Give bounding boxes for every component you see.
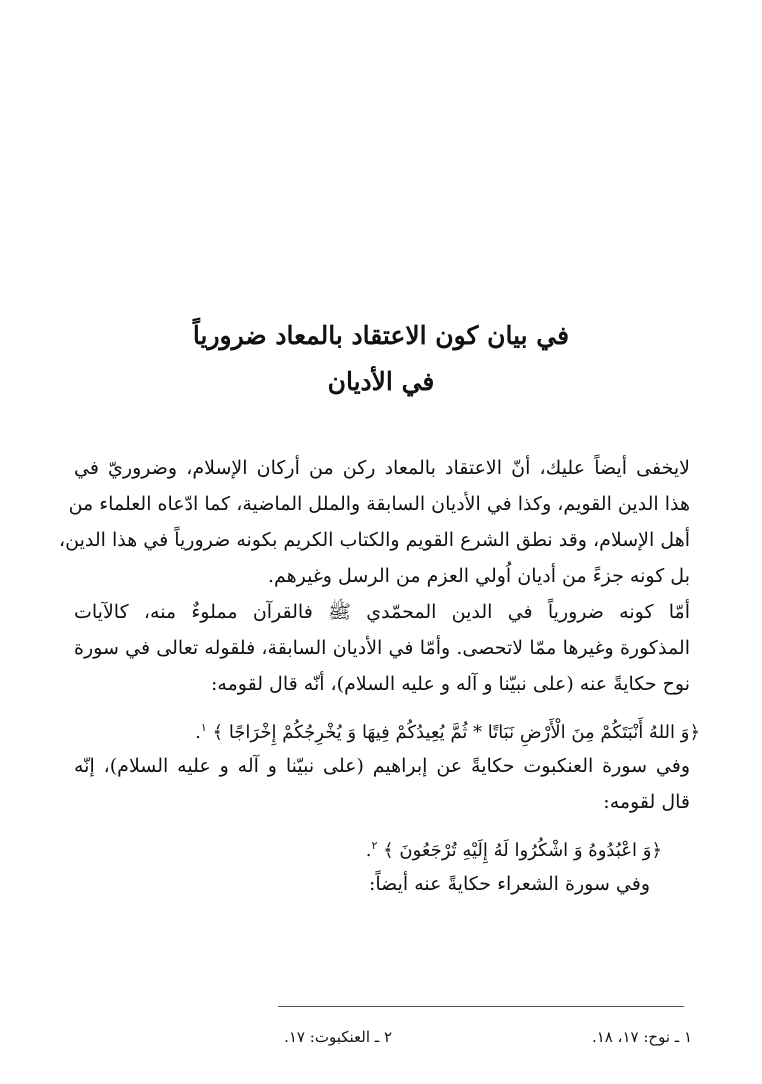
chapter-title-line-2: في الأديان <box>327 367 435 396</box>
chapter-title-line-1: في بيان كون الاعتقاد بالمعاد ضرورياً <box>192 321 570 350</box>
body-line-4: بل كونه جزءً من أديان اُولي العزم من الرسل وغيرهم. <box>267 565 690 587</box>
verse-text: ﴿وَ اللهُ أَنْبَتَكُمْ مِنَ الْأَرْضِ نَبَاتًا * ثُمَّ يُعِيدُكُمْ فِيهَا وَ يُخْرِجُكُمْ إِخْرَاجًا ﴾ <box>212 722 700 743</box>
body-line-3: أهل الإسلام، وقد نطق الشرع القويم والكتاب الكريم بكونه ضرورياً في هذا الدين، <box>59 529 690 551</box>
body-line-7: نوح حكايةً عنه (على نبيّنا و آله و عليه السلام)، أنّه قال لقومه: <box>211 673 690 695</box>
footnote-1: ١ ـ نوح: ١٧، ١٨. <box>591 1028 692 1046</box>
body-line-1: لايخفى أيضاً عليك، أنّ الاعتقاد بالمعاد ركن من أركان الإسلام، وضروريّ في <box>74 457 690 479</box>
body-line-12: وفي سورة الشعراء حكايةً عنه أيضاً: <box>368 873 650 895</box>
footnote-2: ٢ ـ العنكبوت: ١٧. <box>284 1028 392 1046</box>
footnote-divider <box>278 1006 684 1007</box>
verse-text: ﴿وَ اعْبُدُوهُ وَ اشْكُرُوا لَهُ إِلَيْهِ تُرْجَعُونَ ﴾ <box>383 840 662 861</box>
body-line-10: قال لقومه: <box>603 791 690 813</box>
body-line-5: أمّا كونه ضرورياً في الدين المحمّدي ﷺ فالقرآن مملوءٌ منه، كالآيات <box>74 601 690 623</box>
footnote-marker-2: ٢ <box>371 839 378 852</box>
body-line-2: هذا الدين القويم، وكذا في الأديان السابقة والملل الماضية، كما ادّعاه العلماء من <box>68 493 690 515</box>
body-line-6: المذكورة وغيرها ممّا لاتحصى. وأمّا في الأديان السابقة، فلقوله تعالى في سورة <box>74 637 690 659</box>
quran-verse-1: ﴿وَ اللهُ أَنْبَتَكُمْ مِنَ الْأَرْضِ نَبَاتًا * ثُمَّ يُعِيدُكُمْ فِيهَا وَ يُخْرِجُكُمْ إِخْرَاجًا ﴾ $^١$. <box>195 721 700 743</box>
body-line-9: وفي سورة العنكبوت حكايةً عن إبراهيم (على نبيّنا و آله و عليه السلام)، إنّه <box>74 755 690 777</box>
quran-verse-2: ﴿وَ اعْبُدُوهُ وَ اشْكُرُوا لَهُ إِلَيْهِ تُرْجَعُونَ ﴾ $^٢$. <box>365 839 662 861</box>
footnote-marker-1: ١ <box>200 721 207 734</box>
